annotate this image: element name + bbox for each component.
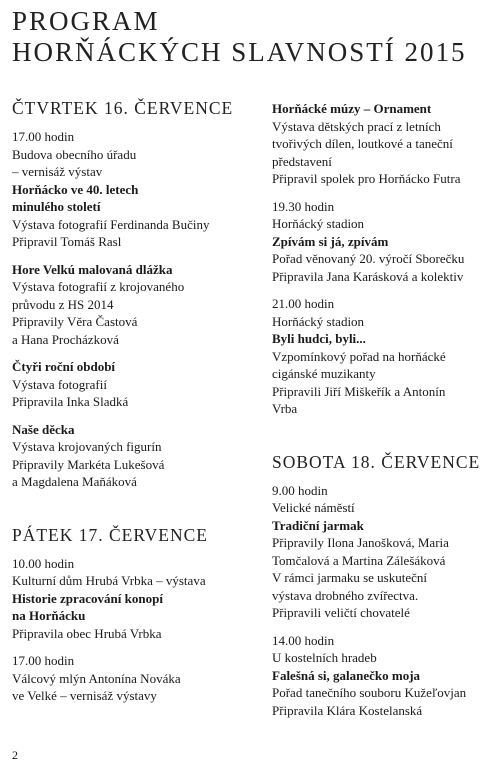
right-column xyxy=(272,100,500,729)
day-heading-thursday: ČTVRTEK 16. ČERVENCE xyxy=(12,98,234,118)
event-text: tvořivých dílen, loutkové a taneční xyxy=(272,136,453,151)
event-text: Výstava fotografií z krojovaného xyxy=(12,279,185,294)
event-title: Byli hudci, byli... xyxy=(272,331,366,346)
event-text: Tomčalová a Martina Zálešáková xyxy=(272,552,446,568)
event-text: Pořad tanečního souboru Kužeľovjan xyxy=(272,685,467,700)
event-block xyxy=(272,632,500,720)
event-text: ve Velké – vernisáž výstavy xyxy=(12,688,157,703)
title-line-1: PROGRAM xyxy=(12,6,160,36)
event-title: Čtyři roční období xyxy=(12,359,116,374)
event-time: 9.00 hodin xyxy=(272,482,328,498)
event-venue: Horňácký stadion xyxy=(272,313,365,329)
event-text: a Hana Procházková xyxy=(12,331,119,347)
event-venue: Válcový mlýn Antonína Nováka xyxy=(12,670,181,686)
event-text: představení xyxy=(272,153,332,169)
event-block xyxy=(12,652,262,705)
event-time: 19.30 hodin xyxy=(272,198,335,214)
event-title: na Horňácku xyxy=(12,608,86,623)
event-text: – vernisáž výstav xyxy=(12,164,103,179)
event-text: cigánské muzikanty xyxy=(272,366,376,381)
title-line-2: HORŇÁCKÝCH SLAVNOSTÍ 2015 xyxy=(12,37,467,67)
event-block xyxy=(272,100,500,188)
event-text: Pořad věnovaný 20. výročí Sborečku xyxy=(272,251,465,266)
event-title: Historie zpracování konopí xyxy=(12,590,163,606)
event-block xyxy=(12,128,262,251)
document-title xyxy=(12,6,467,68)
event-title: Tradiční jarmak xyxy=(272,517,364,533)
event-block xyxy=(12,261,262,349)
event-text: Výstava dětských prací z letních xyxy=(272,118,441,134)
event-block xyxy=(272,295,500,418)
event-venue: Velické náměstí xyxy=(272,500,355,515)
event-text: Připravila obec Hrubá Vrbka xyxy=(12,625,162,641)
event-text: Vrba xyxy=(272,401,298,416)
event-text: průvodu z HS 2014 xyxy=(12,296,114,312)
event-block xyxy=(12,358,262,411)
event-time: 21.00 hodin xyxy=(272,296,335,311)
event-block xyxy=(12,421,262,491)
event-title: Zpívám si já, zpívám xyxy=(272,233,389,249)
event-text: a Magdalena Maňáková xyxy=(12,474,137,489)
event-title: Hore Velkú malovaná dlážka xyxy=(12,261,173,277)
event-text: výstava drobného zvířectva. xyxy=(272,587,419,603)
day-heading-saturday: SOBOTA 18. ČERVENCE xyxy=(272,451,481,472)
event-text: Výstava krojovaných figurín xyxy=(12,439,162,454)
event-block xyxy=(12,555,262,643)
event-text: Připravily Věra Častová xyxy=(12,314,138,329)
event-title: Horňácké múzy – Ornament xyxy=(272,101,432,116)
event-text: Připravily Ilona Janošková, Maria xyxy=(272,535,449,550)
page-number: 2 xyxy=(12,748,18,762)
event-text: Výstava fotografií xyxy=(12,376,107,392)
event-time: 17.00 hodin xyxy=(12,653,75,668)
event-venue: Budova obecního úřadu xyxy=(12,146,137,162)
event-title: Horňácko ve 40. letech xyxy=(12,181,139,197)
event-block xyxy=(272,198,500,286)
day-heading-friday: PÁTEK 17. ČERVENCE xyxy=(12,524,208,545)
event-venue: U kostelních hradeb xyxy=(272,650,377,665)
event-text: Připravila Jana Karásková a kolektiv xyxy=(272,268,464,284)
event-text: Připravila Inka Sladká xyxy=(12,394,129,409)
event-venue: Horňácký stadion xyxy=(272,216,365,231)
event-time: 17.00 hodin xyxy=(12,129,75,144)
event-title: Naše děcka xyxy=(12,421,75,437)
event-text: Připravila Klára Kostelanská xyxy=(272,702,423,718)
event-time: 10.00 hodin xyxy=(12,555,75,571)
event-text: Připravili veličtí chovatelé xyxy=(272,605,410,620)
event-text: Připravily Markéta Lukešová xyxy=(12,456,165,472)
event-text: Připravil spolek pro Horňácko Futra xyxy=(272,171,461,186)
event-text: Vzpomínkový pořad na horňácké xyxy=(272,348,446,364)
event-title: Falešná si, galanečko moja xyxy=(272,667,421,683)
event-text: Připravili Jiří Miškeřík a Antonín xyxy=(272,383,446,399)
event-venue: Kulturní dům Hrubá Vrbka – výstava xyxy=(12,573,206,588)
event-title: minulého století xyxy=(12,199,101,214)
event-text: V rámci jarmaku se uskuteční xyxy=(272,570,427,585)
event-block xyxy=(272,482,500,622)
event-text: Výstava fotografií Ferdinanda Bučiny xyxy=(12,216,210,232)
event-time: 14.00 hodin xyxy=(272,632,335,648)
event-text: Připravil Tomáš Rasl xyxy=(12,234,122,249)
left-column xyxy=(12,96,262,715)
